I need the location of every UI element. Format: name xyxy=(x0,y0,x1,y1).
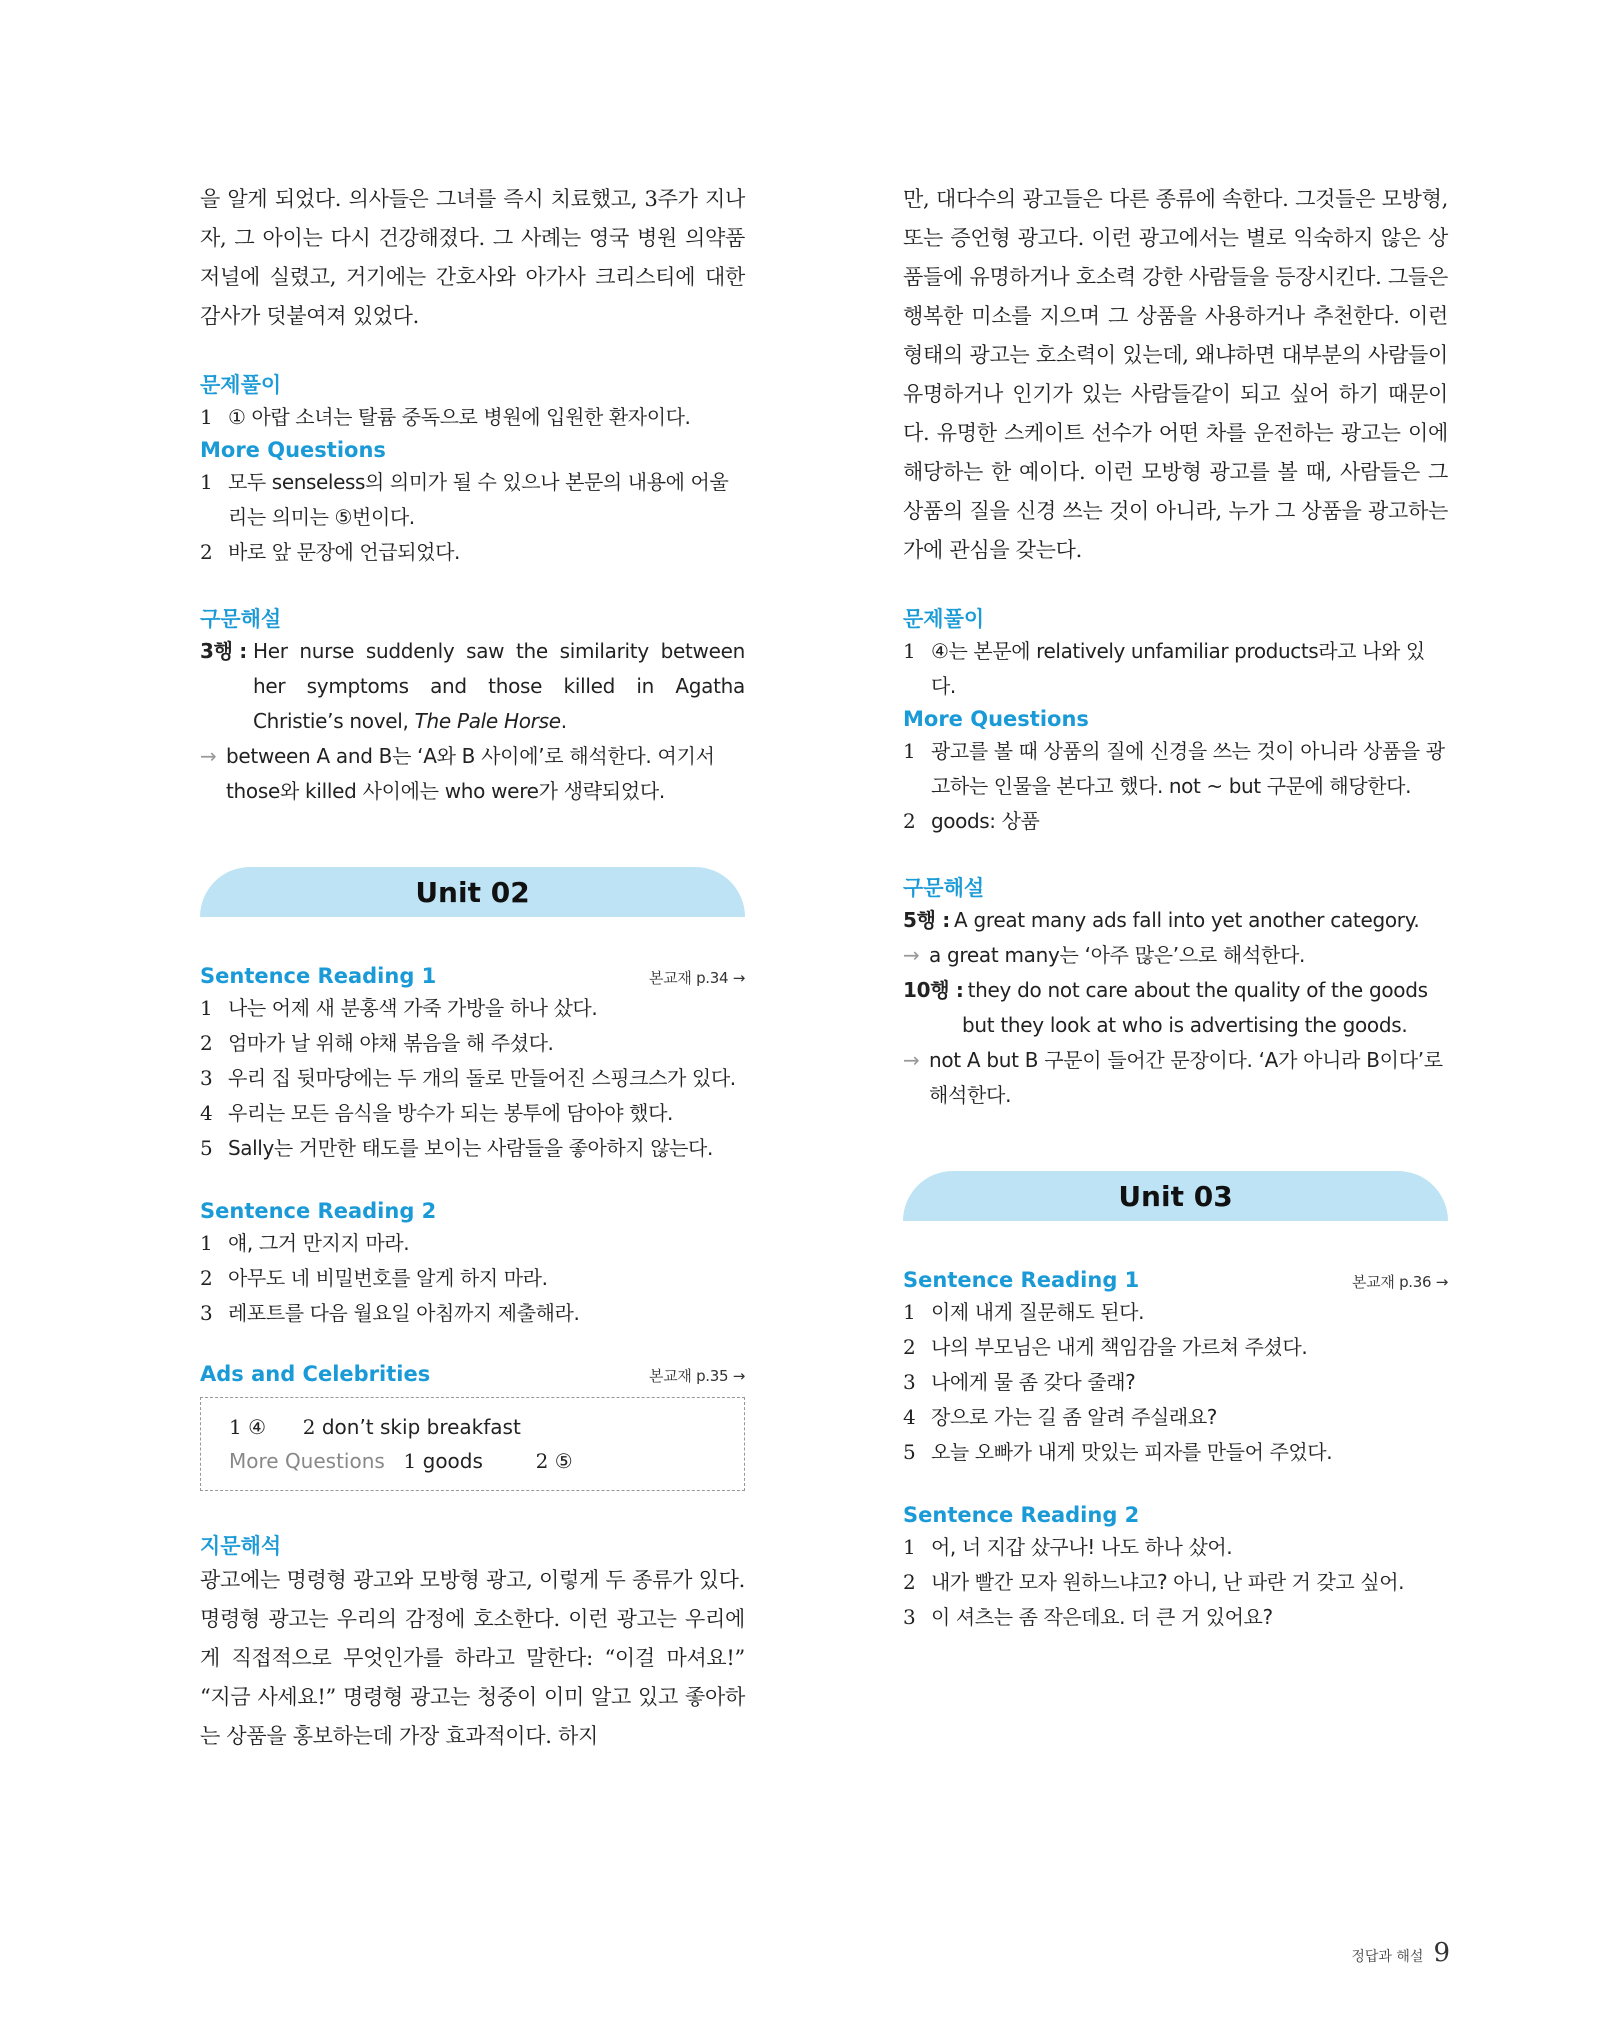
more-questions-heading: More Questions xyxy=(200,438,386,462)
item-text: 이제 내게 질문해도 된다. xyxy=(931,1300,1145,1324)
item-number: 1 xyxy=(200,1231,213,1255)
answer-number: 1 xyxy=(229,1415,242,1439)
explanation-text: between A and B는 ‘A와 B 사이에’로 해석한다. 여기서 those와 killed 사이에는 who were가 생략되었다. xyxy=(226,744,715,803)
item-number: 1 xyxy=(200,470,213,494)
section-header xyxy=(903,1265,1448,1295)
item-text: ④는 본문에 relatively unfamiliar products라고 나와 있다. xyxy=(931,639,1425,698)
line-label: 3행 : xyxy=(200,639,247,663)
item-number: 3 xyxy=(200,1066,213,1090)
list-item xyxy=(903,1295,1448,1330)
answer-row xyxy=(229,1444,718,1478)
sentence-reading-1-heading: Sentence Reading 1 xyxy=(903,1268,1140,1292)
item-number: 2 xyxy=(903,1335,916,1359)
item-text: 장으로 가는 길 좀 알려 주실래요? xyxy=(931,1405,1217,1429)
item-text: 얘, 그거 만지지 마라. xyxy=(228,1231,410,1255)
arrow-icon: → xyxy=(903,1048,920,1072)
page-number: 9 xyxy=(1433,1938,1450,1968)
list-item xyxy=(903,1565,1448,1600)
line-label: 10행 : xyxy=(903,978,964,1002)
list-item xyxy=(903,1365,1448,1400)
item-number: 2 xyxy=(200,540,213,564)
answer-value: ⑤ xyxy=(554,1449,573,1473)
item-number: 5 xyxy=(200,1136,213,1160)
item-number: 4 xyxy=(200,1101,213,1125)
item-text: 아무도 네 비밀번호를 알게 하지 마라. xyxy=(228,1266,548,1290)
item-number: 1 xyxy=(200,405,213,429)
sentence-end: . xyxy=(560,709,567,733)
grammar-line xyxy=(903,903,1448,938)
item-text: Sally는 거만한 태도를 보이는 사람들을 좋아하지 않는다. xyxy=(228,1136,713,1160)
list-item xyxy=(903,1330,1448,1365)
arrow-icon: → xyxy=(200,744,217,768)
grammar-sentence: they do not care about the quality of the goods xyxy=(967,978,1428,1002)
item-text: 어, 너 지갑 샀구나! 나도 하나 샀어. xyxy=(931,1535,1233,1559)
list-item xyxy=(903,1435,1448,1470)
list-item xyxy=(903,1530,1448,1565)
list-item xyxy=(200,535,745,570)
item-text: 우리는 모든 음식을 방수가 되는 봉투에 담아야 했다. xyxy=(228,1101,673,1125)
answer-number: 1 xyxy=(403,1449,417,1473)
answer-box xyxy=(200,1397,745,1491)
item-text: 우리 집 뒷마당에는 두 개의 돌로 만들어진 스핑크스가 있다. xyxy=(228,1066,736,1090)
grammar-sentence xyxy=(247,634,745,739)
sentence-reading-2-heading: Sentence Reading 2 xyxy=(903,1503,1140,1527)
item-text: 이 셔츠는 좀 작은데요. 더 큰 거 있어요? xyxy=(931,1605,1273,1629)
item-number: 3 xyxy=(200,1301,213,1325)
item-number: 1 xyxy=(903,639,916,663)
list-item xyxy=(903,634,1448,704)
grammar-line xyxy=(200,634,745,739)
grammar-heading: 구문해설 xyxy=(200,607,282,631)
list-item xyxy=(200,465,745,535)
item-text: 오늘 오빠가 내게 맛있는 피자를 만들어 주었다. xyxy=(931,1440,1333,1464)
grammar-sentence-cont: but they look at who is advertising the goods. xyxy=(962,1013,1408,1037)
item-text: 나의 부모님은 내게 책임감을 가르쳐 주셨다. xyxy=(931,1335,1308,1359)
item-number: 1 xyxy=(903,739,916,763)
footer-label: 정답과 해설 xyxy=(1351,1949,1424,1965)
item-text: 레포트를 다음 월요일 아침까지 제출해라. xyxy=(228,1301,580,1325)
section-header xyxy=(200,961,745,991)
list-item xyxy=(903,804,1448,839)
page-footer xyxy=(1351,1938,1450,1968)
page-reference: 본교재 p.36 → xyxy=(1352,1273,1448,1291)
answer-value: ④ xyxy=(248,1415,267,1439)
item-number: 1 xyxy=(200,996,213,1020)
list-item xyxy=(200,1026,745,1061)
item-text: 내가 빨간 모자 원하느냐고? 아니, 난 파란 거 갖고 싶어. xyxy=(931,1570,1405,1594)
answer-number: 2 xyxy=(302,1415,316,1439)
item-number: 1 xyxy=(903,1535,916,1559)
more-questions-heading: More Questions xyxy=(903,707,1089,731)
explanation-text: a great many는 ‘아주 많은’으로 해석한다. xyxy=(929,943,1306,967)
item-text: 나는 어제 새 분홍색 가죽 가방을 하나 샀다. xyxy=(228,996,598,1020)
ads-heading: Ads and Celebrities xyxy=(200,1362,431,1386)
sentence-reading-2-heading: Sentence Reading 2 xyxy=(200,1199,437,1223)
item-number: 1 xyxy=(903,1300,916,1324)
item-text: 나에게 물 좀 갖다 줄래? xyxy=(931,1370,1136,1394)
item-number: 3 xyxy=(903,1605,916,1629)
intro-paragraph: 만, 대다수의 광고들은 다른 종류에 속한다. 그것들은 모방형, 또는 증언형 광고다. 이런 광고에서는 별로 익숙하지 않은 상품들에 유명하거나 호소력 강한 사람들을 등장시킨다. 그들은 행복한 미소를 지으며 그 상품을 사용하거나 추천한다. 이런 형태의 광고는 호소력이 있는데, 왜냐하면 대부분의 사람들이 유명하거나 인기가 있는 사람들같이 되고 싶어 하기 때문이다. 유명한 스케이트 선수가 어떤 차를 운전하는 광고는 이에 해당하는 한 예이다. 이런 모방형 광고를 볼 때, 사람들은 그 상품의 질을 신경 쓰는 것이 아니라, 누가 그 상품을 광고하는가에 관심을 갖는다. xyxy=(903,187,1448,562)
item-text: 모두 senseless의 의미가 될 수 있으나 본문의 내용에 어울리는 의미는 ⑤번이다. xyxy=(228,470,729,529)
list-item xyxy=(903,1400,1448,1435)
item-number: 2 xyxy=(200,1031,213,1055)
unit-banner: Unit 03 xyxy=(903,1171,1448,1221)
explanation-text: not A but B 구문이 들어간 문장이다. ‘A가 아니라 B이다’로 해석한다. xyxy=(929,1048,1443,1107)
right-column xyxy=(903,180,1448,1635)
answer-value: don’t skip breakfast xyxy=(321,1415,521,1439)
page-reference: 본교재 p.34 → xyxy=(649,969,745,987)
line-label: 5행 : xyxy=(903,908,950,932)
list-item xyxy=(200,1296,745,1331)
item-number: 4 xyxy=(903,1405,916,1429)
list-item xyxy=(200,1261,745,1296)
grammar-explanation xyxy=(200,739,745,809)
arrow-icon: → xyxy=(903,943,920,967)
intro-paragraph: 을 알게 되었다. 의사들은 그녀를 즉시 치료했고, 3주가 지나자, 그 아이는 다시 건강해졌다. 그 사례는 영국 병원 의약품 저널에 실렸고, 거기에는 간호사와 아가사 크리스티에 대한 감사가 덧붙여져 있었다. xyxy=(200,187,745,328)
list-item xyxy=(200,400,745,435)
problem-heading: 문제풀이 xyxy=(200,373,282,397)
list-item xyxy=(200,1096,745,1131)
item-text: 엄마가 날 위해 야채 볶음을 해 주셨다. xyxy=(228,1031,554,1055)
more-questions-label: More Questions xyxy=(229,1449,385,1473)
novel-title: The Pale Horse xyxy=(414,709,561,733)
answer-row xyxy=(229,1410,718,1444)
grammar-explanation xyxy=(903,1043,1448,1113)
grammar-heading: 구문해설 xyxy=(903,876,985,900)
answer-number: 2 xyxy=(535,1449,549,1473)
unit-banner: Unit 02 xyxy=(200,867,745,917)
list-item xyxy=(903,734,1448,804)
grammar-line xyxy=(903,973,1448,1008)
left-column xyxy=(200,180,745,1756)
sentence-reading-1-heading: Sentence Reading 1 xyxy=(200,964,437,988)
problem-heading: 문제풀이 xyxy=(903,607,985,631)
item-number: 3 xyxy=(903,1370,916,1394)
list-item xyxy=(200,991,745,1026)
passage-heading: 지문해석 xyxy=(200,1534,282,1558)
item-text: ① 아랍 소녀는 탈륨 중독으로 병원에 입원한 환자이다. xyxy=(228,405,691,429)
item-text: goods: 상품 xyxy=(931,809,1040,833)
page-reference: 본교재 p.35 → xyxy=(649,1367,745,1385)
item-text: 광고를 볼 때 상품의 질에 신경을 쓰는 것이 아니라 상품을 광고하는 인물을 본다고 했다. not ~ but 구문에 해당한다. xyxy=(931,739,1445,798)
list-item xyxy=(200,1131,745,1166)
item-number: 2 xyxy=(903,1570,916,1594)
sentence-text: Her nurse suddenly saw the similarity between her symptoms and those killed in Agatha Christie’s novel, xyxy=(253,639,745,733)
grammar-explanation xyxy=(903,938,1448,973)
list-item xyxy=(903,1600,1448,1635)
grammar-sentence: A great many ads fall into yet another category. xyxy=(954,908,1420,932)
item-text: 바로 앞 문장에 언급되었다. xyxy=(228,540,460,564)
passage-paragraph: 광고에는 명령형 광고와 모방형 광고, 이렇게 두 종류가 있다. 명령형 광고는 우리의 감정에 호소한다. 이런 광고는 우리에게 직접적으로 무엇인가를 하라고 말한다: “이걸 마셔요!” “지금 사세요!” 명령형 광고는 청중이 이미 알고 있고 좋아하는 상품을 홍보하는데 가장 효과적이다. 하지 xyxy=(200,1568,745,1748)
item-number: 2 xyxy=(903,809,916,833)
answer-value: goods xyxy=(422,1449,483,1473)
list-item xyxy=(200,1061,745,1096)
item-number: 2 xyxy=(200,1266,213,1290)
item-number: 5 xyxy=(903,1440,916,1464)
list-item xyxy=(200,1226,745,1261)
section-header xyxy=(200,1359,745,1389)
